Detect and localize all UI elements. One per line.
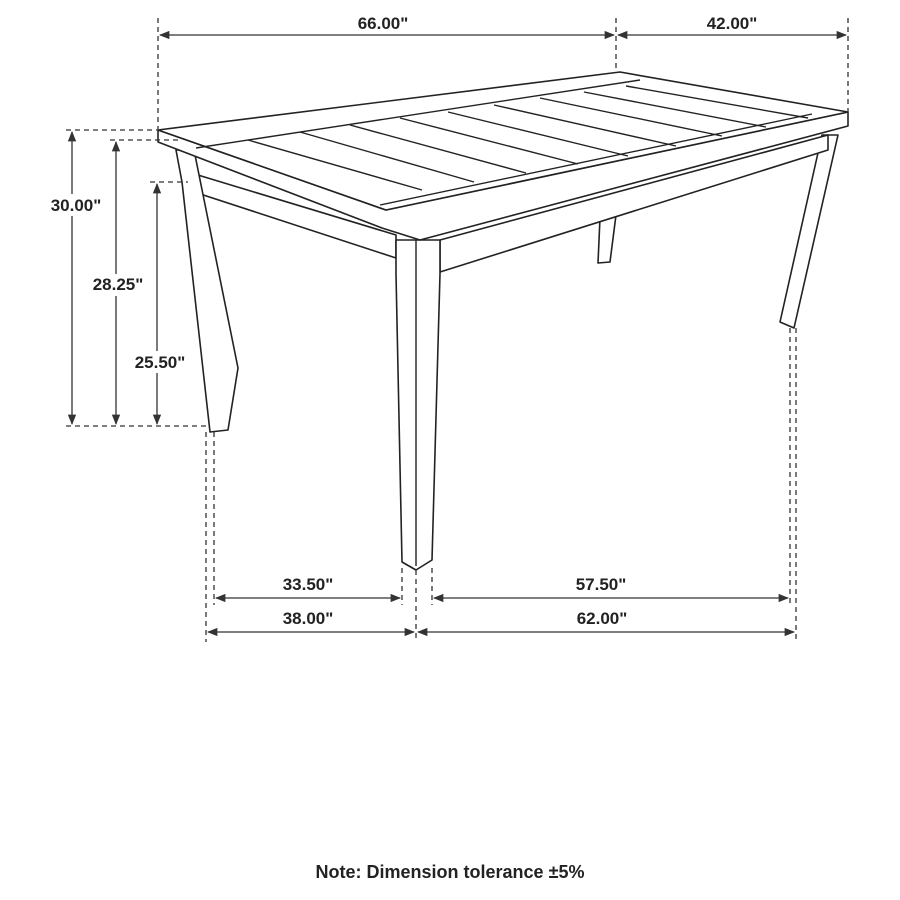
side-inner-span-label: 33.50" bbox=[282, 575, 334, 594]
side-outer-span-label: 38.00" bbox=[282, 609, 334, 628]
leg-clearance-label: 25.50" bbox=[134, 353, 186, 372]
top-length-label: 66.00" bbox=[357, 14, 409, 33]
top-width-label: 42.00" bbox=[706, 14, 758, 33]
tolerance-note: Note: Dimension tolerance ±5% bbox=[315, 862, 585, 882]
overall-height-label: 30.00" bbox=[50, 196, 102, 215]
back-right-leg bbox=[780, 135, 838, 328]
bottom-dimensions bbox=[206, 328, 796, 642]
apron-height-label: 28.25" bbox=[92, 275, 144, 294]
front-center-leg bbox=[396, 240, 440, 570]
front-inner-span-label: 57.50" bbox=[575, 575, 627, 594]
front-outer-span-label: 62.00" bbox=[576, 609, 628, 628]
table-illustration bbox=[158, 72, 848, 570]
